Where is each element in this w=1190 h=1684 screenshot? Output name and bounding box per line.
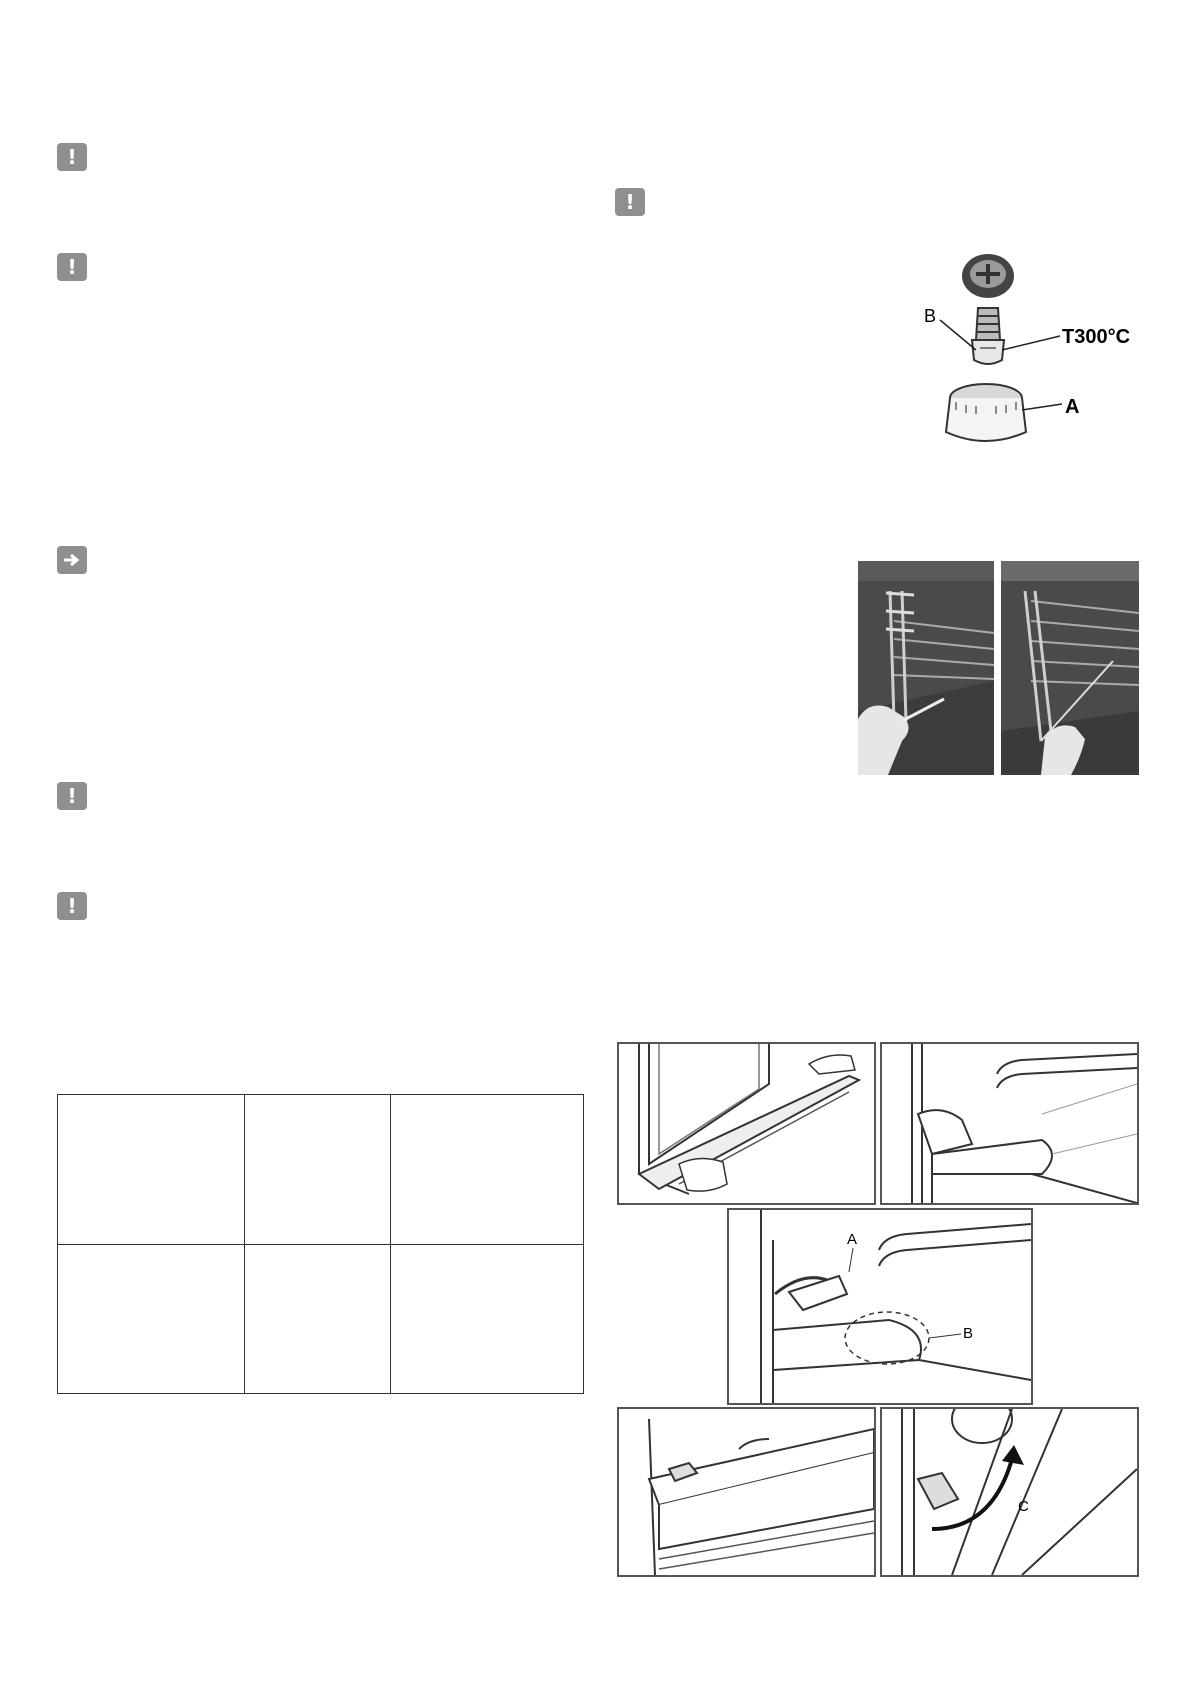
- table-row: [58, 1244, 584, 1394]
- table-cell: [245, 1244, 391, 1394]
- hinge-label-a: A: [847, 1231, 858, 1248]
- shelf-support-photo-2: [1001, 561, 1139, 775]
- table-cell: [245, 1095, 391, 1245]
- warning-icon-1: !: [57, 143, 87, 171]
- warning-icon-3: !: [57, 782, 87, 810]
- hinge-label-c: C: [1018, 1498, 1029, 1515]
- table-cell: [58, 1244, 245, 1394]
- hinge-label-b: B: [963, 1325, 974, 1342]
- table-cell: [391, 1095, 584, 1245]
- warning-icon-4: !: [57, 892, 87, 920]
- table-cell: [391, 1244, 584, 1394]
- door-step-2-illustration: [880, 1042, 1139, 1205]
- warning-icon-2: !: [57, 253, 87, 281]
- warning-icon-5: !: [615, 188, 645, 216]
- lamp-label-t300: T300°C: [1062, 326, 1131, 348]
- data-table: [57, 1094, 584, 1394]
- door-step-1-illustration: [617, 1042, 876, 1205]
- shelf-support-photo-1: [858, 561, 994, 775]
- door-step-3-hinge-illustration: [727, 1208, 1033, 1405]
- table-row: [58, 1095, 584, 1245]
- lamp-label-b: B: [924, 306, 937, 326]
- lamp-figure: [920, 248, 1140, 458]
- door-step-4-illustration: [617, 1407, 876, 1577]
- table-cell: [58, 1095, 245, 1245]
- door-step-5-illustration: [880, 1407, 1139, 1577]
- lamp-label-a: A: [1065, 396, 1080, 418]
- info-arrow-icon: [57, 546, 87, 574]
